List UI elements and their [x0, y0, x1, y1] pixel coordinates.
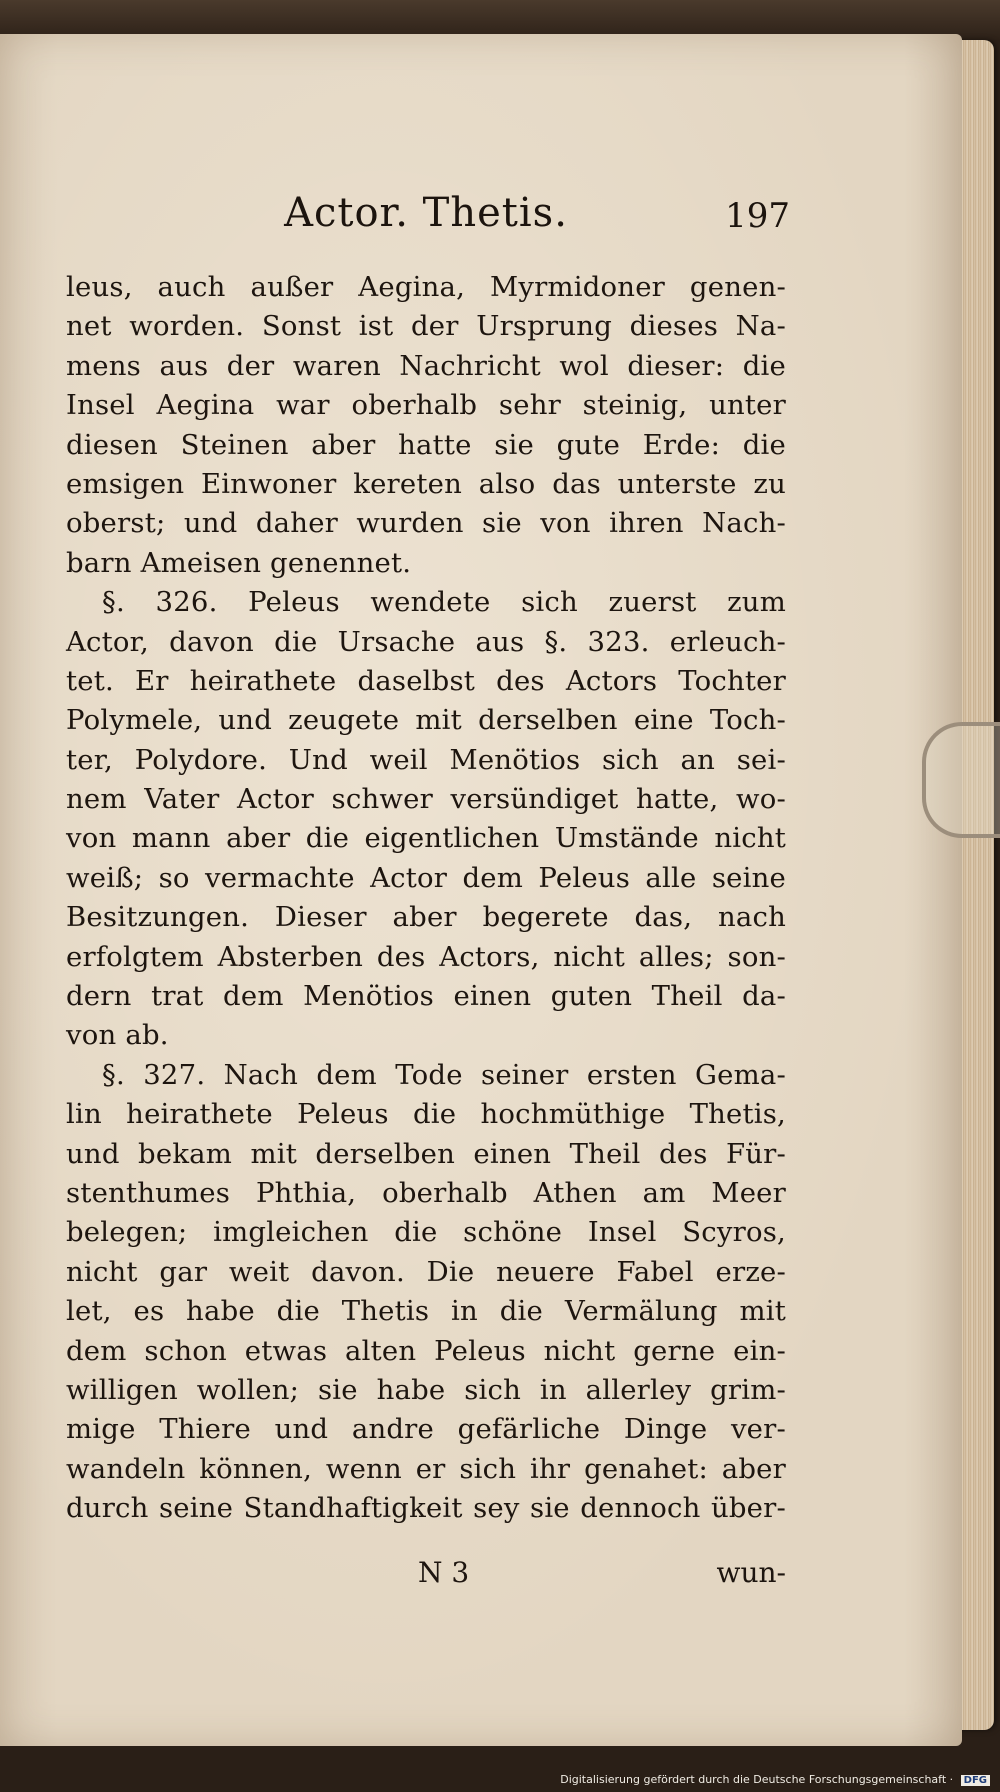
text-line: emsigen Einwoner kereten also das unterste zu	[66, 467, 786, 500]
text-line: von mann aber die eigentlichen Umstände nicht	[66, 822, 786, 855]
text-line: und bekam mit derselben einen Theil des Für-	[66, 1137, 786, 1170]
paragraph-start-327: §. 327. Nach dem Tode seiner ersten Gema-	[102, 1058, 786, 1091]
dfg-logo: DFG	[961, 1775, 990, 1786]
signature-mark: N 3	[418, 1556, 470, 1589]
text-line: leus, auch außer Aegina, Myrmidoner genen-	[66, 271, 786, 303]
text-line: belegen; imgleichen die schöne Insel Scyros,	[66, 1216, 786, 1249]
text-line: tet. Er heirathete daselbst des Actors Tochter	[66, 664, 786, 697]
text-line: diesen Steinen aber hatte sie gute Erde: die	[66, 428, 786, 461]
running-head: Actor. Thetis.	[284, 190, 568, 236]
text-line: erfolgtem Absterben des Actors, nicht alles; son-	[66, 940, 786, 973]
page-footer	[66, 1556, 786, 1596]
text-line: stenthumes Phthia, oberhalb Athen am Meer	[66, 1176, 786, 1209]
paragraph-start-326: §. 326. Peleus wendete sich zuerst zum	[102, 586, 786, 619]
text-line: Insel Aegina war oberhalb sehr steinig, unter	[66, 389, 786, 422]
text-line: mige Thiere und andre gefärliche Dinge ver-	[66, 1413, 786, 1446]
text-line: nem Vater Actor schwer versündiget hatte, wo-	[66, 783, 786, 816]
text-line: Actor, davon die Ursache aus §. 323. erleuch-	[66, 625, 786, 658]
text-line: oberst; und daher wurden sie von ihren Nach-	[66, 507, 786, 540]
catchword: wun-	[716, 1556, 786, 1589]
text-line: weiß; so vermachte Actor dem Peleus alle seine	[66, 861, 786, 894]
text-line: lin heirathete Peleus die hochmüthige Thetis,	[66, 1098, 786, 1131]
text-line: mens aus der waren Nachricht wol dieser: die	[66, 349, 786, 382]
text-line: let, es habe die Thetis in die Vermälung mit	[66, 1295, 786, 1328]
text-line: willigen wollen; sie habe sich in allerley grim-	[66, 1373, 786, 1406]
text-line: barn Ameisen genennet.	[66, 546, 412, 579]
text-line: Polymele, und zeugete mit derselben eine Toch-	[66, 704, 786, 737]
page-number: 197	[725, 196, 790, 236]
page-header	[66, 190, 790, 250]
bookmark-tab	[922, 722, 1000, 838]
text-line: net worden. Sonst ist der Ursprung dieses Na-	[66, 310, 786, 343]
text-line: dern trat dem Menötios einen guten Theil da-	[66, 980, 786, 1013]
text-line: ter, Polydore. Und weil Menötios sich an sei-	[66, 743, 786, 776]
text-line: durch seine Standhaftigkeit sey sie dennoch über-	[66, 1492, 786, 1525]
text-line: wandeln können, wenn er sich ihr genahet: aber	[66, 1452, 786, 1485]
body-text	[66, 268, 786, 1529]
digitization-credit	[560, 1773, 990, 1786]
text-line: dem schon etwas alten Peleus nicht gerne ein-	[66, 1334, 786, 1367]
credit-text: Digitalisierung gefördert durch die Deutsche Forschungsgemeinschaft ·	[560, 1773, 954, 1786]
text-line: von ab.	[66, 1019, 169, 1052]
text-line: Besitzungen. Dieser aber begerete das, nach	[66, 901, 786, 934]
text-line: nicht gar weit davon. Die neuere Fabel erze-	[66, 1255, 786, 1288]
